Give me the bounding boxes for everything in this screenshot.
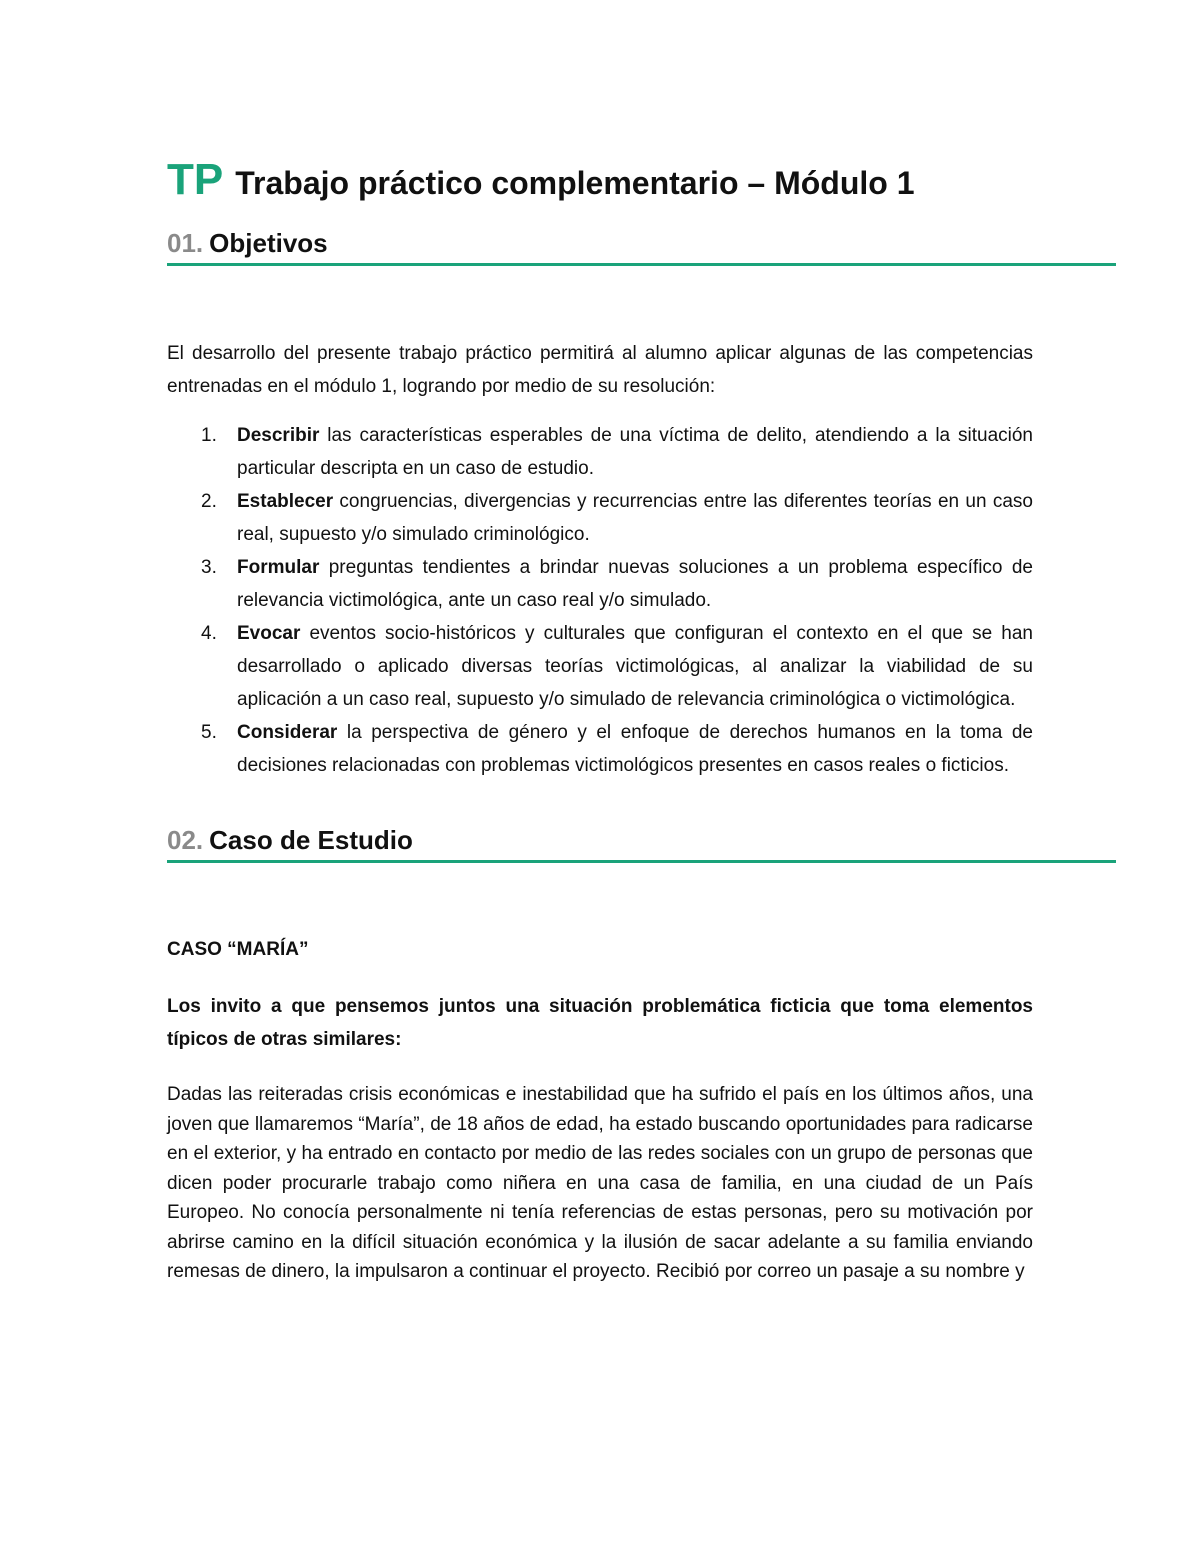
objective-verb: Evocar [237,623,301,644]
case-title: CASO “MARÍA” [167,939,309,960]
list-number: 3. [201,557,217,578]
list-item [167,716,1033,782]
list-number: 2. [201,491,217,512]
objective-verb: Formular [237,557,320,578]
tp-mark: TP [167,155,224,204]
objective-text: las características esperables de una víctima de delito, atendiendo a la situación particular descripta en un caso de estudio. [237,425,1033,479]
document-content [167,150,1033,1287]
section-heading-objetivos [167,225,1116,266]
list-number: 1. [201,425,217,446]
case-narrative: Dadas las reiteradas crisis económicas e inestabilidad que ha sufrido el país en los últimos años, una joven que llamaremos “María”, de 18 años de edad, ha estado buscando oportunidades para radicarse en el exterior, y ha entrado en contacto por medio de las redes sociales con un grupo de personas que dicen poder procurarle trabajo como niñera en una casa de familia, en una ciudad de un País Europeo. No conocía personalmente ni tenía referencias de estas personas, pero su motivación por abrirse camino en la difícil situación económica y la ilusión de sacar adelante a su familia enviando remesas de dinero, la impulsaron a continuar el proyecto. Recibió por correo un pasaje a su nombre y [167,1084,1033,1282]
list-item [167,419,1033,485]
objective-text: congruencias, divergencias y recurrencias entre las diferentes teorías en un caso real, supuesto y/o simulado criminológico. [237,491,1033,545]
section-number: 02. [167,825,204,855]
objective-text: eventos socio-históricos y culturales que configuran el contexto en el que se han desarrollado o aplicado diversas teorías victimológicas, al analizar la viabilidad de su aplicación a un caso real, supuesto y/o simulado de relevancia criminológica o victimológica. [237,623,1033,710]
section-number: 01. [167,228,204,258]
objectives-list [167,419,1033,782]
objective-verb: Considerar [237,722,338,743]
objective-text: la perspectiva de género y el enfoque de derechos humanos en la toma de decisiones relacionadas con problemas victimológicos presentes en casos reales o ficticios. [237,722,1033,776]
document-title [167,150,1033,213]
section-title: Caso de Estudio [209,825,413,855]
list-item [167,485,1033,551]
list-item [167,617,1033,716]
section-heading-caso-de-estudio [167,822,1116,863]
objective-verb: Establecer [237,491,334,512]
list-item [167,551,1033,617]
objectives-intro: El desarrollo del presente trabajo práctico permitirá al alumno aplicar algunas de las competencias entrenadas en el módulo 1, logrando por medio de su resolución: [167,343,1033,397]
list-number: 4. [201,623,217,644]
list-number: 5. [201,722,217,743]
objective-verb: Describir [237,425,320,446]
case-invitation: Los invito a que pensemos juntos una situación problemática ficticia que toma elementos típicos de otras similares: [167,996,1033,1050]
objective-text: preguntas tendientes a brindar nuevas soluciones a un problema específico de relevancia victimológica, ante un caso real y/o simulado. [237,557,1033,611]
document-title-text: Trabajo práctico complementario – Módulo 1 [235,165,915,201]
section-title: Objetivos [209,228,328,258]
